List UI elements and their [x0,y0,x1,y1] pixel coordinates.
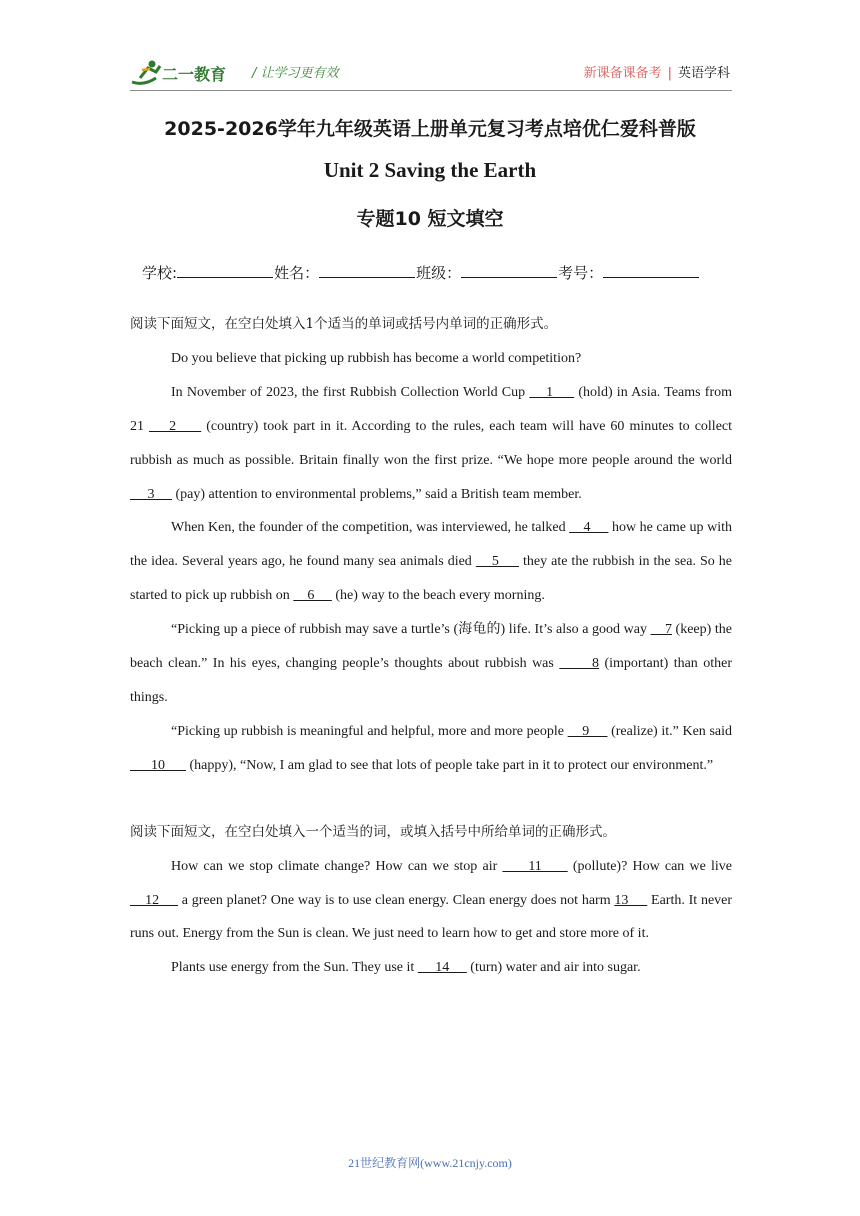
text: (pay) attention to environmental problems,” said a British team member. [172,486,582,502]
header-rule [130,90,732,91]
blank-4: 4 [569,520,609,536]
page-footer: 21世纪教育网(www.21cnjy.com) [348,1156,512,1170]
svg-text:二一教育: 二一教育 [162,65,227,84]
text: (he) way to the beach every morning. [331,588,545,604]
name-label: 姓名： [274,264,320,282]
text: (realize) it.” Ken said [607,723,733,739]
passage1-para1: Do you believe that picking up rubbish has become a world competition? [171,350,582,366]
unit-title: Unit 2 Saving the Earth [323,158,537,182]
text: they ate the rubbish in the sea. So he started to pick up rubbish on [130,554,732,604]
blank-5: 5 [475,554,519,570]
blank-10: 10 [130,757,186,773]
header-right [584,62,730,81]
class-label: 班级： [416,264,462,282]
text: “Picking up rubbish is meaningful and helpful, more and more people [171,723,568,739]
text: (country) took part in it. According to the rules, each team will have 60 minutes to collect rubbish as much as possible. Britain finally won the first prize. “We hope more people around the world [130,418,733,468]
blank-8: 8 [559,656,600,672]
text: (pollute)? How can we live [567,858,732,874]
text: “Picking up a piece of rubbish may save a turtle’s (海龟的) life. It’s also a good way [171,622,651,638]
student-info-line [142,262,700,283]
blank-14: 14 [417,960,467,976]
header-divider: | [667,66,672,81]
exam-no-label: 考号： [558,264,604,282]
blank-2: 2 [149,418,202,434]
class-blank [461,262,557,278]
text: Earth. It never runs out. Energy from the Sun is clean. We just need to learn how to get and store more of it. [130,892,733,942]
document-body [130,308,732,985]
text: a green planet? One way is to use clean energy. Clean energy does not harm [177,892,615,908]
passage2-para1 [130,850,732,952]
blank-1: 1 [529,384,575,400]
page-header [130,56,730,90]
passage1-para2 [130,376,732,512]
text: When Ken, the founder of the competition, was interviewed, he talked [171,520,570,536]
text: Plants use energy from the Sun. They use it [171,960,418,976]
instruction-1: 阅读下面短文，在空白处填入1个适当的单词或括号内单词的正确形式。 [130,316,558,332]
passage1-para5 [130,715,732,783]
header-slogan: / 让学习更有效 [252,66,339,81]
text: how he came up with the idea. Several years ago, he found many sea animals died [130,520,733,570]
text: In November of 2023, the first Rubbish Collection World Cup [171,384,530,400]
name-blank [319,262,415,278]
blank-7: 7 [650,622,672,638]
blank-6: 6 [293,588,332,604]
blank-12: 12 [130,892,178,908]
doc-title: 2025-2026学年九年级英语上册单元复习考点培优仁爱科普版 [164,118,696,140]
text: (keep) the beach clean.” In his eyes, changing people’s thoughts about rubbish was [130,622,733,672]
school-blank [177,262,273,278]
logo-icon [130,56,240,90]
instruction-2: 阅读下面短文，在空白处填入一个适当的词，或填入括号中所给单词的正确形式。 [130,823,616,840]
blank-9: 9 [567,723,608,739]
topic-title: 专题10 短文填空 [356,208,504,230]
passage1-para3 [130,511,732,613]
school-label: 学校: [142,264,178,282]
blank-3: 3 [130,486,172,502]
header-subject: 英语学科 [677,66,730,81]
text: (important) than other things. [130,656,733,705]
blank-11: 11 [502,858,568,874]
text: How can we stop climate change? How can we stop air [171,858,503,874]
blank-13: 13 [614,892,648,908]
header-tagline: 新课备课备考 [583,66,662,81]
section-gap [130,783,732,816]
exam-no-blank [603,262,699,278]
text: (happy), “Now, I am glad to see that lots of people take part in it to protect our environment.” [186,757,714,773]
text: (hold) in Asia. Teams from 21 [130,384,733,434]
passage2-para2 [130,951,732,985]
text: (turn) water and air into sugar. [466,960,641,976]
passage1-para4 [130,613,732,715]
